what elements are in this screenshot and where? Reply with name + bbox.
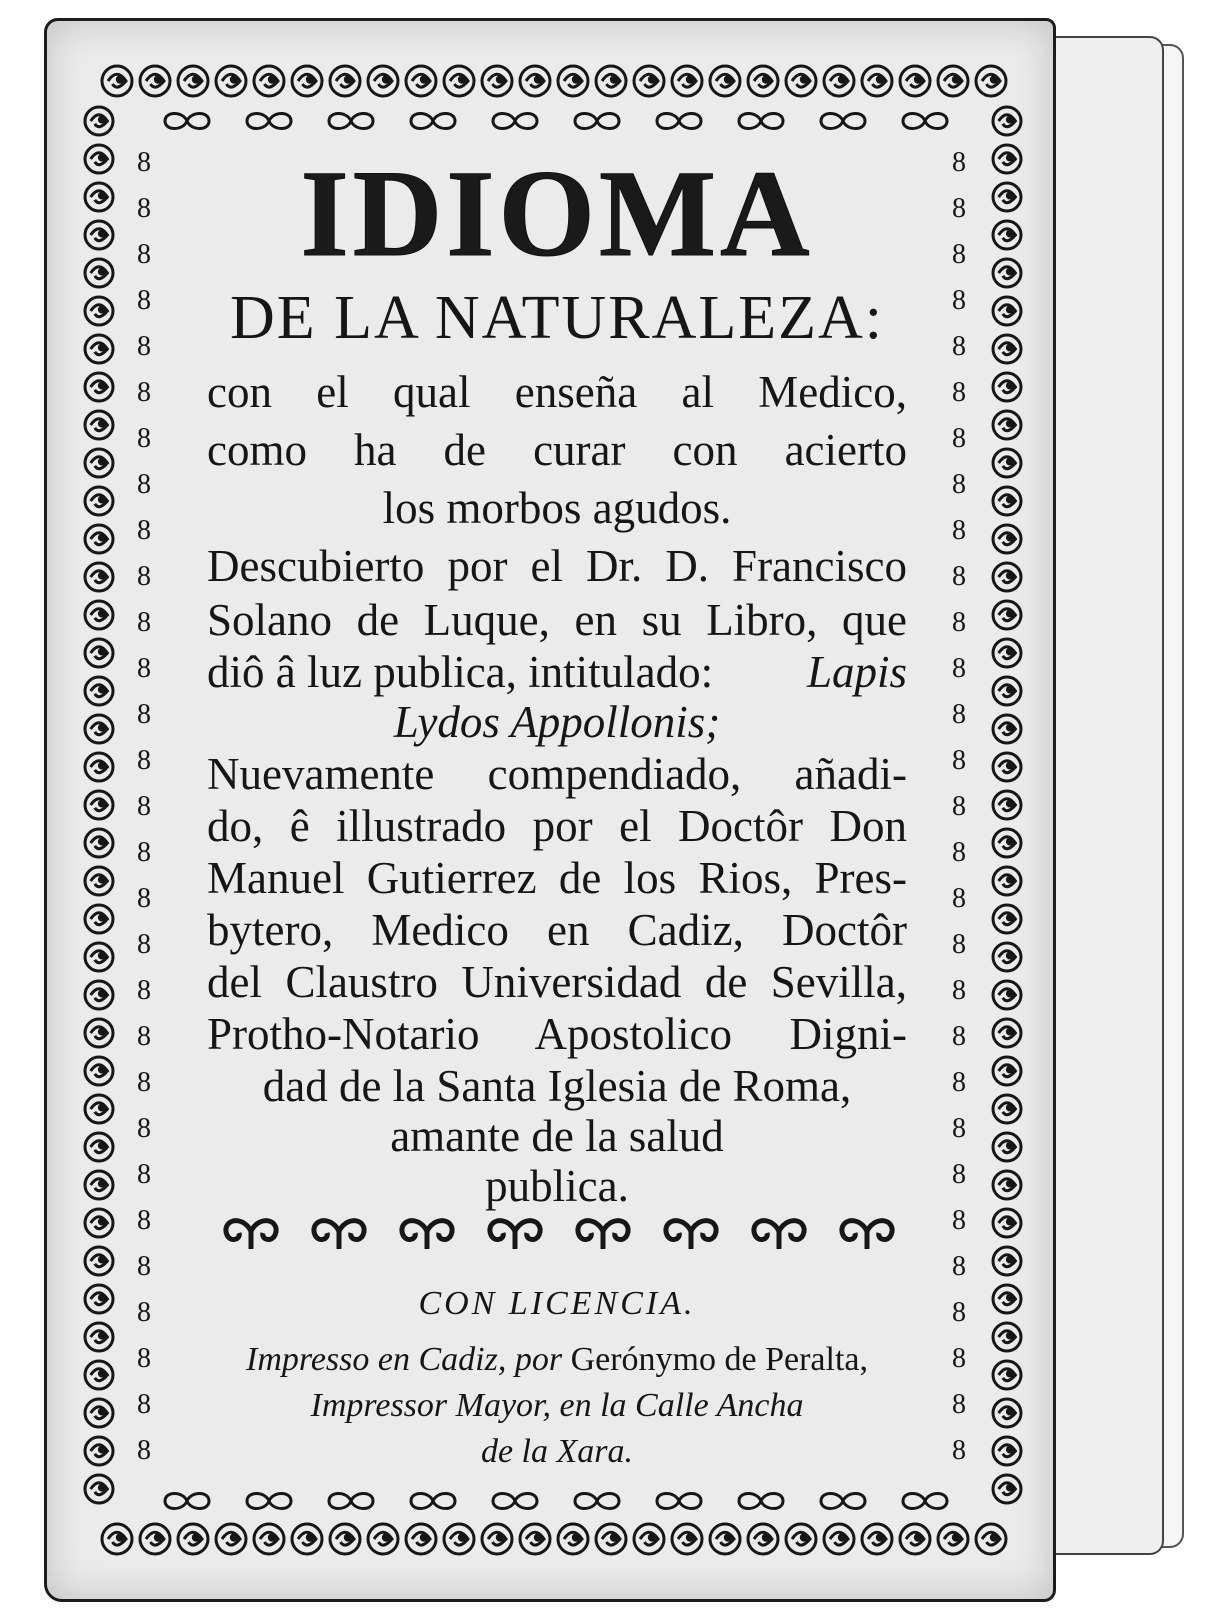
border-eight-left: 8 [137,699,151,730]
border-loop-top [657,114,701,129]
border-ornament-right [993,1019,1021,1047]
border-ornament-bottom [824,1524,854,1554]
border-ornament-right [993,1285,1021,1313]
border-ornament-top [596,66,626,96]
body-line-12: del Claustro Universidad de Sevilla, [207,957,907,1007]
border-ornament-left [85,791,113,819]
border-ornament-left [85,183,113,211]
border-ornament-top [672,66,702,96]
border-eight-left: 8 [137,193,151,224]
book-subtitle: DE LA NATURALEZA: [230,284,884,352]
body-line-16: publica. [485,1161,629,1211]
border-eight-left: 8 [137,423,151,454]
border-ornament-bottom [900,1524,930,1554]
border-eight-left: 8 [137,377,151,408]
body-line-11: bytero, Medico en Cadiz, Doctôr [207,905,907,955]
border-ornament-top [634,66,664,96]
border-eight-right: 8 [952,469,966,500]
border-eight-right: 8 [952,975,966,1006]
border-eight-right: 8 [952,1159,966,1190]
body-line-13: Protho-Notario Apostolico Digni- [207,1009,907,1059]
border-eight-left: 8 [137,607,151,638]
border-loop-top [575,114,619,129]
title-page [44,18,1056,1602]
border-eight-left: 8 [137,1389,151,1420]
border-ornament-top [824,66,854,96]
border-eight-right: 8 [952,745,966,776]
border-ornament-left [85,601,113,629]
border-loop-top [165,114,209,129]
fleuron-ornament [226,1221,276,1249]
border-ornament-top [938,66,968,96]
border-ornament-left [85,1437,113,1465]
border-ornament-left [85,1095,113,1123]
body-line-1: con el qual enseña al Medico, [207,367,907,417]
border-ornament-bottom [672,1524,702,1554]
border-ornament-bottom [710,1524,740,1554]
border-ornament-top [406,66,436,96]
border-ornament-right [993,563,1021,591]
border-eight-right: 8 [952,837,966,868]
border-ornament-top [482,66,512,96]
border-eight-right: 8 [952,1067,966,1098]
border-ornament-bottom [178,1524,208,1554]
border-ornament-top [330,66,360,96]
body-line-15: amante de la salud [390,1111,724,1161]
border-loop-top [411,114,455,129]
border-eight-left: 8 [137,1205,151,1236]
border-ornament-left [85,221,113,249]
border-eight-right: 8 [952,331,966,362]
border-ornament-top [520,66,550,96]
border-eight-left: 8 [137,745,151,776]
border-ornament-bottom [938,1524,968,1554]
border-eight-right: 8 [952,515,966,546]
border-ornament-left [85,905,113,933]
border-eight-right: 8 [952,285,966,316]
border-ornament-left [85,981,113,1009]
border-ornament-right [993,601,1021,629]
border-eight-right: 8 [952,1251,966,1282]
border-ornament-left [85,829,113,857]
body-line-9: do, ê illustrado por el Doctôr Don [207,801,907,851]
border-loop-top [329,114,373,129]
body-line-7: Lydos Appollonis; [393,697,721,747]
border-ornament-top [216,66,246,96]
border-ornament-bottom [482,1524,512,1554]
border-ornament-right [993,259,1021,287]
body-line-6-text: diô â luz publica, intitulado: [207,647,714,697]
body-line-5: Solano de Luque, en su Libro, que [207,595,907,645]
border-ornament-right [993,943,1021,971]
body-line-8: Nuevamente compendiado, añadi- [207,749,907,799]
border-eight-left: 8 [137,791,151,822]
border-ornament-right [993,1209,1021,1237]
border-eight-right: 8 [952,193,966,224]
border-ornament-left [85,1399,113,1427]
border-eight-right: 8 [952,607,966,638]
border-ornament-left [85,145,113,173]
fleuron-ornament [578,1221,628,1249]
border-ornament-left [85,1323,113,1351]
border-eight-left: 8 [137,1067,151,1098]
border-ornament-top [444,66,474,96]
border-ornament-right [993,1247,1021,1275]
border-eight-right: 8 [952,239,966,270]
border-ornament-right [993,1399,1021,1427]
border-ornament-left [85,259,113,287]
body-line-10: Manuel Gutierrez de los Rios, Pres- [207,853,907,903]
border-eight-left: 8 [137,1021,151,1052]
border-eight-right: 8 [952,1435,966,1466]
border-eight-right: 8 [952,1205,966,1236]
border-ornament-right [993,1133,1021,1161]
border-ornament-right [993,221,1021,249]
border-loop-bottom [903,1494,947,1509]
border-ornament-bottom [862,1524,892,1554]
border-ornament-top [558,66,588,96]
border-ornament-bottom [520,1524,550,1554]
imprint-line-1-italic: Impresso en Cadiz, por [246,1341,563,1378]
border-eight-right: 8 [952,561,966,592]
border-eight-left: 8 [137,1159,151,1190]
border-ornament-left [85,715,113,743]
border-ornament-top [976,66,1006,96]
border-eight-right: 8 [952,1021,966,1052]
body-line-6-italic: Lapis [806,647,907,697]
border-ornament-bottom [254,1524,284,1554]
border-eight-right: 8 [952,147,966,178]
body-line-14: dad de la Santa Iglesia de Roma, [262,1061,852,1111]
imprint-line-3: de la Xara. [480,1433,634,1470]
border-ornament-bottom [140,1524,170,1554]
border-ornament-top [862,66,892,96]
fleuron-ornament [402,1221,452,1249]
border-loop-top [821,114,865,129]
border-ornament-left [85,373,113,401]
border-loop-top [493,114,537,129]
border-ornament-left [85,335,113,363]
body-line-2: como ha de curar con acierto [207,425,907,475]
border-loop-bottom [411,1494,455,1509]
border-eight-right: 8 [952,1113,966,1144]
border-ornament-right [993,1323,1021,1351]
border-ornament-right [993,639,1021,667]
border-eight-right: 8 [952,1297,966,1328]
border-ornament-left [85,449,113,477]
border-eight-left: 8 [137,147,151,178]
border-ornament-bottom [368,1524,398,1554]
border-ornament-right [993,867,1021,895]
border-eight-left: 8 [137,1251,151,1282]
border-ornament-bottom [102,1524,132,1554]
border-ornament-right [993,183,1021,211]
border-ornament-top [786,66,816,96]
border-eight-left: 8 [137,883,151,914]
border-ornament-top [140,66,170,96]
imprint-line-1 [197,1339,917,1381]
border-ornament-right [993,1475,1021,1503]
border-ornament-top [710,66,740,96]
border-eight-left: 8 [137,561,151,592]
border-ornament-bottom [292,1524,322,1554]
border-eight-right: 8 [952,377,966,408]
fleuron-ornament [754,1221,804,1249]
border-eight-left: 8 [137,469,151,500]
border-loop-top [739,114,783,129]
border-eight-right: 8 [952,791,966,822]
border-eight-left: 8 [137,1343,151,1374]
border-loop-top [903,114,947,129]
border-ornament-right [993,107,1021,135]
border-ornament-bottom [786,1524,816,1554]
imprint-line-1-printer: Gerónymo de Peralta, [570,1341,868,1378]
border-ornament-bottom [558,1524,588,1554]
border-eight-left: 8 [137,975,151,1006]
border-eight-right: 8 [952,699,966,730]
fleuron-ornament [490,1221,540,1249]
border-ornament-top [254,66,284,96]
border-eight-right: 8 [952,883,966,914]
border-ornament-bottom [976,1524,1006,1554]
border-ornament-right [993,335,1021,363]
border-ornament-left [85,867,113,895]
border-ornament-left [85,487,113,515]
fleuron-ornament [666,1221,716,1249]
border-loop-bottom [247,1494,291,1509]
border-ornament-right [993,1437,1021,1465]
body-line-3: los morbos agudos. [382,483,732,533]
border-ornament-top [368,66,398,96]
border-ornament-bottom [748,1524,778,1554]
border-eight-left: 8 [137,515,151,546]
border-ornament-bottom [330,1524,360,1554]
border-eight-left: 8 [137,239,151,270]
border-eight-left: 8 [137,837,151,868]
border-ornament-right [993,1057,1021,1085]
border-loop-bottom [575,1494,619,1509]
border-ornament-right [993,525,1021,553]
border-ornament-right [993,981,1021,1009]
border-ornament-left [85,107,113,135]
border-ornament-left [85,1209,113,1237]
border-ornament-top [748,66,778,96]
border-ornament-top [102,66,132,96]
border-eight-left: 8 [137,929,151,960]
border-ornament-right [993,677,1021,705]
border-eight-right: 8 [952,1389,966,1420]
body-line-6 [207,647,907,697]
border-ornament-right [993,487,1021,515]
border-loop-bottom [739,1494,783,1509]
border-loop-bottom [165,1494,209,1509]
border-ornament-bottom [444,1524,474,1554]
border-eight-right: 8 [952,653,966,684]
border-loop-bottom [821,1494,865,1509]
border-ornament-bottom [406,1524,436,1554]
border-ornament-left [85,563,113,591]
border-ornament-right [993,1361,1021,1389]
border-ornament-left [85,1285,113,1313]
border-ornament-right [993,145,1021,173]
border-ornament-right [993,829,1021,857]
border-ornament-right [993,1171,1021,1199]
fleuron-ornament [314,1221,364,1249]
border-ornament-left [85,1171,113,1199]
border-eight-left: 8 [137,653,151,684]
border-ornament-left [85,1019,113,1047]
border-ornament-right [993,905,1021,933]
border-ornament-bottom [596,1524,626,1554]
border-ornament-bottom [216,1524,246,1554]
license-line: CON LICENCIA. [418,1285,696,1322]
border-ornament-left [85,1475,113,1503]
border-ornament-left [85,639,113,667]
border-ornament-left [85,677,113,705]
imprint-line-2: Impressor Mayor, en la Calle Ancha [310,1387,804,1424]
border-loop-bottom [493,1494,537,1509]
fleuron-ornament [842,1221,892,1249]
border-ornament-right [993,373,1021,401]
border-ornament-left [85,1057,113,1085]
border-eight-left: 8 [137,285,151,316]
border-ornament-left [85,1133,113,1161]
border-eight-left: 8 [137,1435,151,1466]
border-loop-bottom [329,1494,373,1509]
border-ornament-left [85,753,113,781]
border-ornament-left [85,411,113,439]
border-ornament-left [85,1361,113,1389]
fleuron-row [207,1201,907,1261]
border-ornament-right [993,449,1021,477]
border-loop-top [247,114,291,129]
border-ornament-right [993,753,1021,781]
border-ornament-left [85,1247,113,1275]
book-title: IDIOMA [300,145,814,282]
border-eight-left: 8 [137,1113,151,1144]
border-ornament-top [292,66,322,96]
border-eight-right: 8 [952,423,966,454]
border-eight-right: 8 [952,929,966,960]
border-ornament-right [993,715,1021,743]
border-ornament-left [85,297,113,325]
body-line-4: Descubierto por el Dr. D. Francisco [207,541,907,591]
border-eight-left: 8 [137,1297,151,1328]
border-ornament-right [993,297,1021,325]
border-ornament-bottom [634,1524,664,1554]
border-ornament-left [85,525,113,553]
border-ornament-right [993,791,1021,819]
border-eight-right: 8 [952,1343,966,1374]
border-loop-bottom [657,1494,701,1509]
border-ornament-top [178,66,208,96]
border-ornament-top [900,66,930,96]
border-ornament-left [85,943,113,971]
border-ornament-right [993,411,1021,439]
border-eight-left: 8 [137,331,151,362]
border-ornament-right [993,1095,1021,1123]
